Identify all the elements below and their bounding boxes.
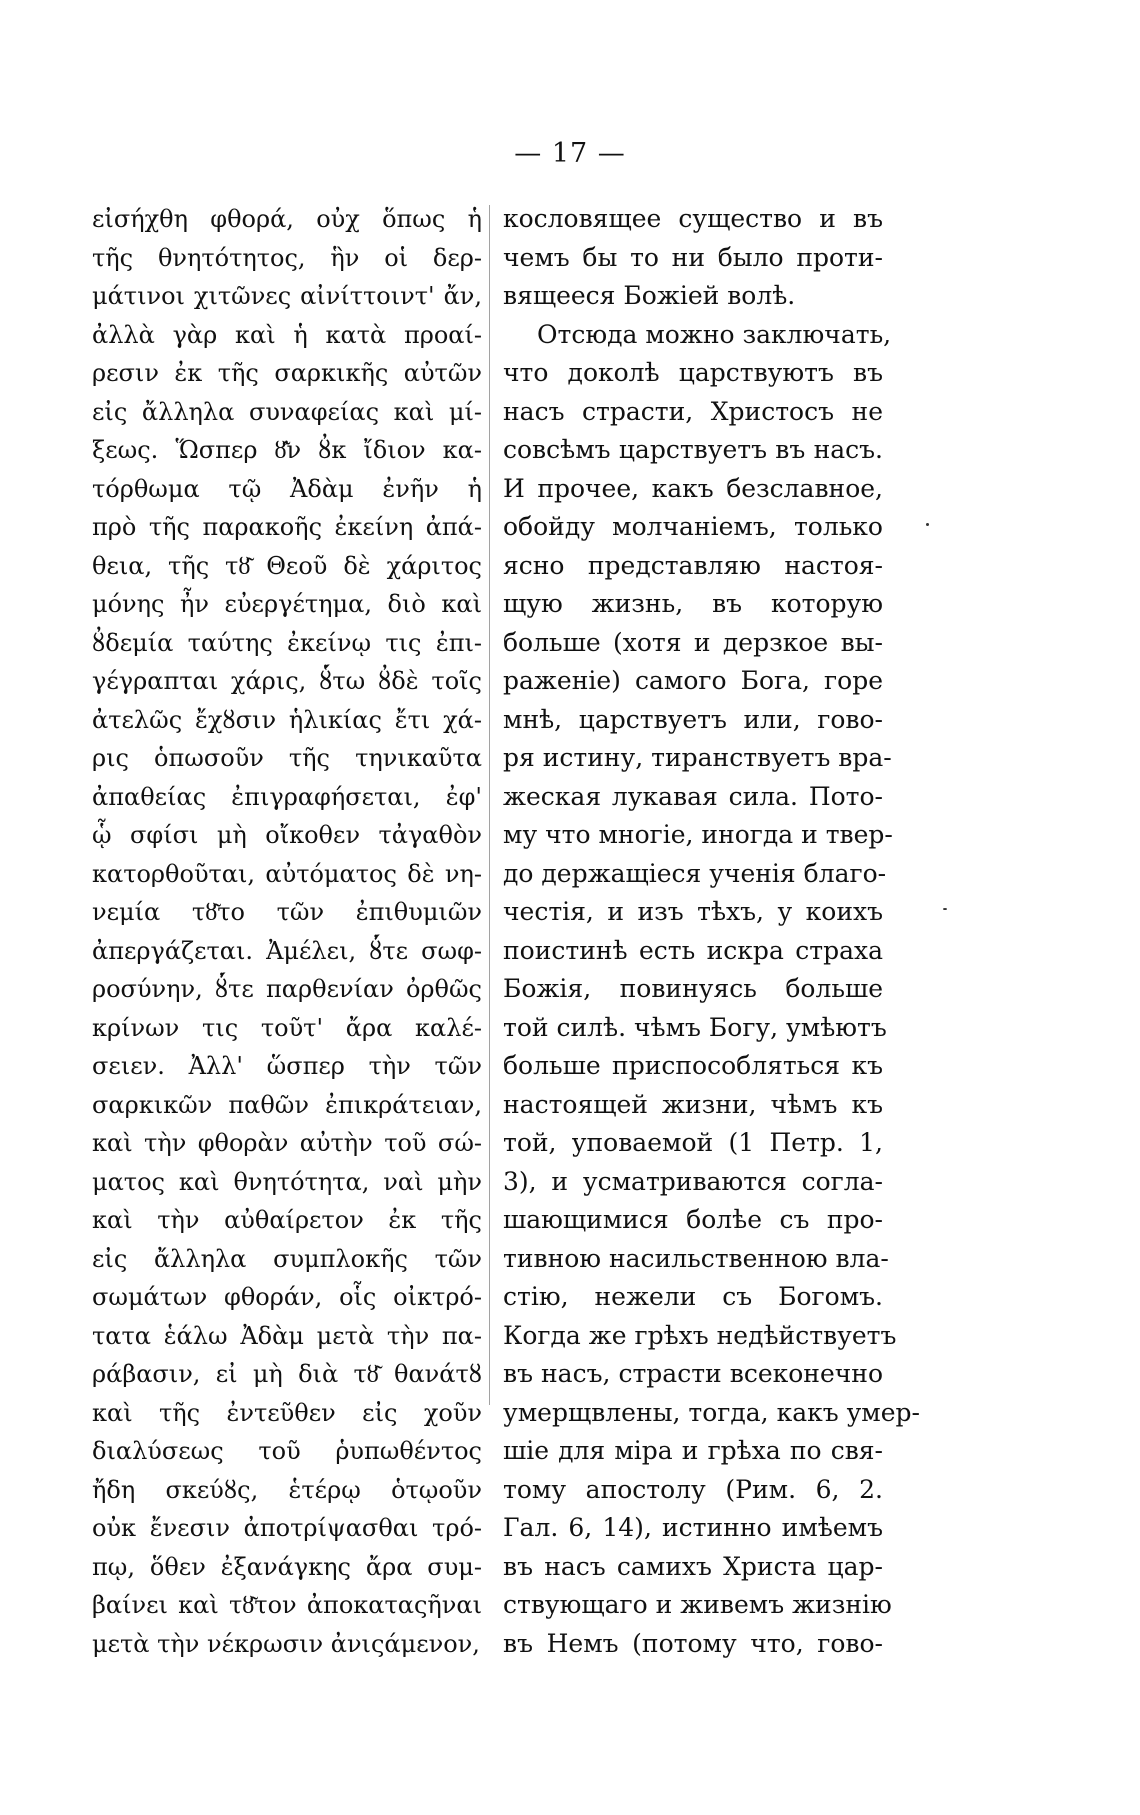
ink-speck	[943, 908, 947, 910]
text-line: βαίνει καὶ τȣ͂τον ἀποκαταςῆναι	[92, 1591, 482, 1619]
text-line: ᾧ σφίσι μὴ οἴκοθεν τἀγαθὸν	[92, 821, 482, 849]
text-line: νεμία τȣ͂το τῶν ἐπιθυμιῶν	[92, 898, 482, 926]
text-line: μόνης ἦν εὐεργέτημα, διὸ καὶ	[92, 590, 482, 618]
text-line: καὶ τὴν φθορὰν αὐτὴν τοῦ σώ-	[92, 1129, 482, 1157]
text-line: ἀπεργάζεται. Ἀμέλει, ȣ̓́τε σωφ-	[92, 936, 482, 965]
text-line: той, уповаемой (1 Петр. 1,	[503, 1128, 883, 1157]
text-line: насъ страсти, Христосъ не	[503, 396, 883, 426]
text-line: что доколѣ царствуютъ въ	[503, 358, 883, 387]
text-line: чемъ бы то ни было проти-	[503, 242, 883, 272]
text-line: 3), и усматриваются согла-	[503, 1166, 883, 1196]
text-line: больше (хотя и дерзкое вы-	[503, 627, 883, 657]
text-line: πῳ, ὅθεν ἐξανάγκης ἄρα συμ-	[92, 1552, 482, 1581]
text-line: κρίνων τις τοῦτ' ἄρα καλέ-	[92, 1013, 482, 1042]
text-line: ȣ̓δεμία ταύτης ἐκείνῳ τις ἐπι-	[92, 628, 482, 657]
text-line: εἰσήχθη φθορά, οὐχ ὅπως ἡ	[92, 205, 482, 233]
text-line: μετὰ τὴν νέκρωσιν ἀνιςάμενον,	[92, 1629, 480, 1658]
text-line: πρὸ τῆς παρακοῆς ἐκείνη ἀπά-	[92, 513, 482, 541]
text-line: τατα ἑάλω Ἀδὰμ μετὰ τὴν πα-	[92, 1321, 482, 1350]
text-line: до держащіеся ученія благо-	[503, 858, 887, 888]
text-line: ἀτελῶς ἔχȣσιν ἡλικίας ἔτι χά-	[92, 705, 482, 734]
text-line: ράβασιν, εἰ μὴ διὰ τȣ͂ θανάτȣ	[92, 1360, 482, 1388]
text-line: кословящее существо и въ	[503, 204, 883, 233]
text-line: ξεως. Ὥσπερ ȣ̓͂ν ȣ̓κ ἴδιον κα-	[92, 436, 482, 464]
text-line: θεια, τῆς τȣ͂ Θεοῦ δὲ χάριτος	[92, 551, 482, 580]
text-line: ρεσιν ἐκ τῆς σαρκικῆς αὐτῶν	[92, 359, 482, 387]
text-line: μάτινοι χιτῶνες αἰνίττοιντ' ἄν,	[92, 282, 482, 310]
text-line: шіе для міра и грѣха по свя-	[503, 1436, 883, 1465]
text-line: ροσύνην, ȣ̓́τε παρθενίαν ὀρθῶς	[92, 975, 482, 1003]
text-line: εἰς ἄλληλα συμπλοκῆς τῶν	[92, 1244, 482, 1273]
text-line: И прочее, какъ безславное,	[503, 473, 883, 503]
text-line: стію, нежели съ Богомъ.	[503, 1282, 883, 1311]
text-line: γέγραπται χάρις, ȣ̔́τω ȣ̓δὲ τοῖς	[92, 667, 482, 695]
text-line: ρις ὁπωσοῦν τῆς τηνικαῦτα	[92, 744, 482, 772]
russian-text-column	[503, 200, 920, 1663]
text-line: ясно представляю настоя-	[503, 550, 883, 580]
text-line: ματος καὶ θνητότητα, ναὶ μὴν	[92, 1167, 482, 1196]
text-line: Когда же грѣхъ недѣйствуетъ	[503, 1320, 897, 1350]
text-line: щую жизнь, въ которую	[503, 589, 883, 618]
text-line: шающимися болѣе съ про-	[503, 1205, 883, 1234]
greek-text-column	[92, 200, 482, 1663]
text-line: σειεν. Ἀλλ' ὥσπερ τὴν τῶν	[92, 1052, 482, 1080]
text-line: ствующаго и живемъ жизнію	[503, 1590, 892, 1619]
text-line: въ Немъ (потому что, гово-	[503, 1628, 883, 1658]
text-line: той силѣ. чѣмъ Богу, умѣютъ	[503, 1012, 887, 1042]
text-line: καὶ τὴν αὐθαίρετον ἐκ τῆς	[92, 1206, 482, 1234]
text-line: въ насъ самихъ Христа цар-	[503, 1551, 883, 1581]
text-line: τῆς θνητότητος, ἣν οἱ δερ-	[92, 243, 482, 272]
text-line: σωμάτων φθοράν, οἷς οἰκτρό-	[92, 1283, 482, 1311]
text-line: ἤδη σκεύȣς, ἑτέρῳ ὁτῳοῦν	[92, 1475, 482, 1504]
text-line: οὐκ ἔνεσιν ἀποτρίψασθαι τρό-	[92, 1514, 482, 1542]
text-line: Отсюда можно заключать,	[537, 319, 892, 349]
text-line: ἀλλὰ γὰρ καὶ ἡ κατὰ προαί-	[92, 320, 482, 349]
text-line: честія, и изъ тѣхъ, у коихъ	[503, 897, 883, 926]
text-line: καὶ τῆς ἐντεῦθεν εἰς χοῦν	[92, 1398, 482, 1427]
text-line: τόρθωμα τῷ Ἀδὰμ ἐνῆν ἡ	[92, 474, 482, 503]
text-line: ἀπαθείας ἐπιγραφήσεται, ἐφ'	[92, 782, 482, 811]
text-line: мнѣ, царствуетъ или, гово-	[503, 704, 883, 734]
text-line: настоящей жизни, чѣмъ къ	[503, 1089, 883, 1119]
text-line: му что многіе, иногда и твер-	[503, 820, 893, 849]
text-line: Божія, повинуясь больше	[503, 974, 883, 1003]
text-line: κατορθοῦται, αὐτόματος δὲ νη-	[92, 859, 482, 888]
text-line: больше приспособляться къ	[503, 1051, 883, 1080]
text-line: совсѣмъ царствуетъ въ насъ.	[503, 435, 883, 464]
text-line: διαλύσεως τοῦ ῥυπωθέντος	[92, 1437, 482, 1465]
ink-speck	[926, 523, 929, 526]
text-line: умерщвлены, тогда, какъ умер-	[503, 1397, 920, 1427]
text-line: σαρκικῶν παθῶν ἐπικράτειαν,	[92, 1090, 482, 1119]
text-line: вящееся Божіей волѣ.	[503, 281, 796, 310]
text-line: обойду молчаніемъ, только	[503, 512, 883, 541]
text-line: раженіе) самого Бога, горе	[503, 666, 883, 695]
column-divider	[489, 205, 490, 1405]
text-line: въ насъ, страсти всеконечно	[503, 1359, 883, 1388]
text-line: поистинѣ есть искра страха	[503, 935, 883, 965]
text-line: жеская лукавая сила. Пото-	[503, 781, 883, 811]
text-line: Гал. 6, 14), истинно имѣемъ	[503, 1513, 883, 1542]
text-line: ря истину, тиранствуетъ вра-	[503, 743, 892, 772]
text-line: εἰς ἄλληλα συναφείας καὶ μί-	[92, 397, 482, 426]
text-line: тивною насильственною вла-	[503, 1243, 889, 1273]
text-line: тому апостолу (Рим. 6, 2.	[503, 1474, 883, 1504]
page-number: — 17 —	[514, 138, 626, 169]
